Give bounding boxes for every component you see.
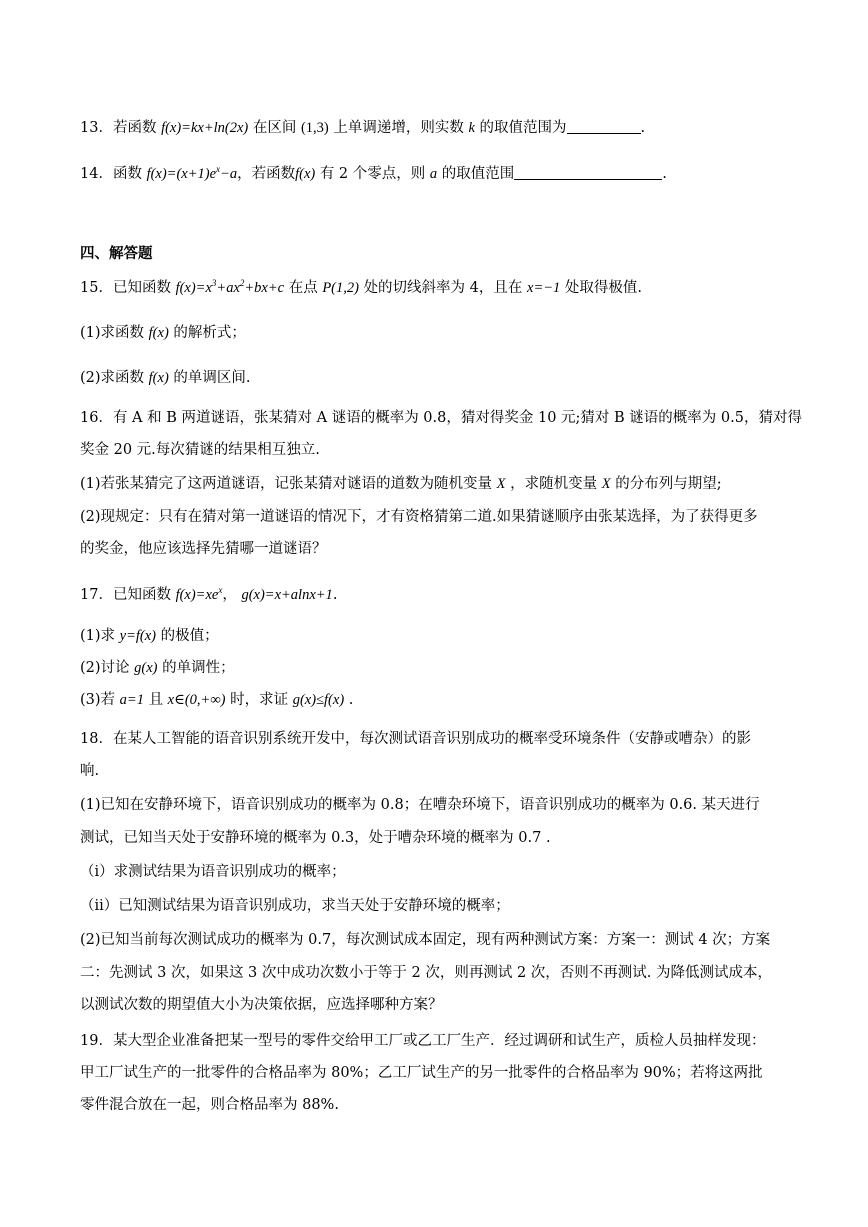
formula: k	[468, 120, 475, 136]
formula: f(x)	[295, 165, 316, 182]
formula: f(x)	[148, 325, 169, 341]
formula: a	[429, 165, 438, 182]
formula: $f(x)=xe^x$	[175, 585, 223, 603]
question-13: 13．若函数 f(x)=kx+ln(2x) 在区间 (1,3) 上单调递增，则实数 k 的取值范围为 .	[80, 120, 646, 136]
question-17-part-1: (1)求 y=f(x) 的极值；	[80, 628, 219, 644]
question-18-part-1-line-2: 测试，已知当天处于安静环境的概率为 0.3，处于嘈杂环境的概率为 0.7 .	[80, 830, 551, 846]
question-16-part-2-line-1: (2)现规定：只有在猜对第一道谜语的情况下，才有资格猜第二道.如果猜谜顺序由张某选择，为了获得更多	[80, 509, 758, 525]
formula: $f(x)=x^3+ax^2+bx+c$	[175, 278, 285, 296]
question-16-line-2: 奖金 20 元.每次猜谜的结果相互独立.	[80, 442, 320, 458]
question-16-part-2-line-2: 的奖金，他应该选择先猜哪一道谜语？	[80, 541, 327, 557]
question-19-line-3: 零件混合放在一起，则合格品率为 88%.	[80, 1097, 339, 1113]
question-15: 15．已知函数 $f(x)=x^3+ax^2+bx+c$ 在点 P(1,2) 处的切线斜率为 4，且在 x=−1 处取得极值.	[80, 278, 642, 296]
formula: f(x)=kx+ln(2x)	[161, 120, 249, 136]
question-18-line-2: 响.	[80, 763, 100, 779]
question-16-line-1: 16．有 A 和 B 两道谜语，张某猜对 A 谜语的概率为 0.8，猜对得奖金 10 元;猜对 B 谜语的概率为 0.5，猜对得	[80, 410, 802, 426]
formula: X	[601, 476, 611, 492]
question-17-part-3: (3)若 a=1 且 x∈(0,+∞) 时，求证 g(x)≤f(x) .	[80, 692, 354, 708]
formula: (1,3)	[300, 120, 329, 136]
question-17-part-2: (2)讨论 g(x) 的单调性；	[80, 660, 235, 676]
question-18-part-2-line-3: 以测试次数的期望值大小为决策依据，应选择哪种方案？	[80, 997, 443, 1013]
formula: g(x)	[134, 660, 158, 676]
question-14: 14．函数 $f(x)=(x+1)e^x-a$，若函数f(x) 有 2 个零点，则 a 的取值范围 .	[80, 164, 667, 182]
question-number: 13．	[80, 120, 113, 136]
formula: X	[496, 476, 506, 492]
question-18-sub-ii: （ii）已知测试结果为语音识别成功，求当天处于安静环境的概率；	[80, 898, 510, 914]
question-17: 17．已知函数 $f(x)=xe^x$， g(x)=x+alnx+1.	[80, 585, 338, 603]
question-18-part-1-line-1: (1)已知在安静环境下，语音识别成功的概率为 0.8；在嘈杂环境下，语音识别成功的概率为 0.6. 某天进行	[80, 797, 760, 813]
formula: a=1	[119, 692, 144, 708]
question-15-part-1: (1)求函数 f(x) 的解析式；	[80, 325, 246, 341]
question-16-part-1: (1)若张某猜完了这两道谜语，记张某猜对谜语的道数为随机变量 X ，求随机变量 X 的分布列与期望;	[80, 476, 722, 492]
question-18-part-2-line-1: (2)已知当前每次测试成功的概率为 0.7，每次测试成本固定，现有两种测试方案：方案一：测试 4 次；方案	[80, 932, 771, 948]
formula: g(x)=x+alnx+1	[241, 586, 333, 603]
question-18-sub-i: （i）求测试结果为语音识别成功的概率；	[80, 864, 346, 880]
question-15-part-2: (2)求函数 f(x) 的单调区间.	[80, 370, 251, 386]
answer-blank[interactable]	[514, 165, 662, 180]
formula: $f(x)=(x+1)e^x-a$	[146, 164, 238, 182]
formula: P(1,2)	[322, 279, 359, 296]
question-19-line-2: 甲工厂试生产的一批零件的合格品率为 80%；乙工厂试生产的另一批零件的合格品率为 90%；若将这两批	[80, 1065, 763, 1081]
formula: x∈(0,+∞)	[167, 692, 226, 708]
question-19-line-1: 19．某大型企业准备把某一型号的零件交给甲工厂或乙工厂生产．经过调研和试生产，质检人员抽样发现：	[80, 1033, 766, 1049]
formula: x=−1	[527, 279, 561, 296]
formula: f(x)	[148, 370, 169, 386]
question-number: 17．	[80, 586, 113, 603]
question-number: 14．	[80, 165, 113, 182]
question-18-part-2-line-2: 二：先测试 3 次，如果这 3 次中成功次数小于等于 2 次，则再测试 2 次，否则不再测试. 为降低测试成本，	[80, 965, 772, 981]
formula: g(x)≤f(x)	[292, 692, 345, 708]
answer-blank[interactable]	[567, 119, 641, 134]
question-18-line-1: 18．在某人工智能的语音识别系统开发中，每次测试语音识别成功的概率受环境条件（安静或嘈杂）的影	[80, 731, 751, 747]
section-heading: 四、解答题	[80, 245, 153, 262]
question-number: 15．	[80, 279, 113, 296]
formula: y=f(x)	[119, 628, 156, 644]
